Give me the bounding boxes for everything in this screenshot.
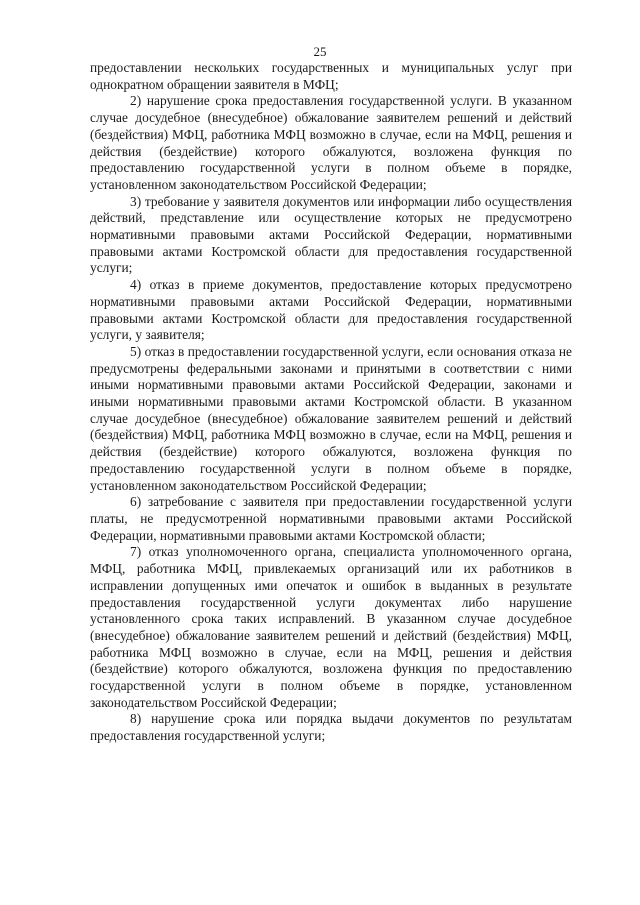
paragraph-item-5: 5) отказ в предоставлении государственной услуги, если основания отказа не предусмотрены федеральными законами и принятыми в соответствии с ними иными нормативными правовыми актами Российской Федерации, законами и иными нормативными правовыми актами Костромской области. В указанном случае досудебное (внесудебное) обжалование заявителем решений и действий (бездействия) МФЦ, работника МФЦ возможно в случае, если на МФЦ, решения и действия (бездействие) которого обжалуются, возложена функция по предоставлению государственной услуги в полном объеме в порядке, установленном законодательством Российской Федерации;	[90, 343, 572, 493]
paragraph-item-7: 7) отказ уполномоченного органа, специалиста уполномоченного органа, МФЦ, работника МФЦ, привлекаемых организаций или их работников в исправлении допущенных ими опечаток и ошибок в выданных в результате предоставления государственной услуги документах либо нарушение установленного срока таких исправлений. В указанном случае досудебное (внесудебное) обжалование заявителем решений и действий (бездействия) МФЦ, работника МФЦ возможно в случае, если на МФЦ, решения и действия (бездействие) которого обжалуются, возложена функция по предоставлению государственной услуги в полном объеме в порядке, установленном законодательством Российской Федерации;	[90, 544, 572, 710]
page-number: 25	[313, 44, 327, 59]
paragraph-item-3: 3) требование у заявителя документов или информации либо осуществления действий, представление или осуществление которых не предусмотрено нормативными правовыми актами Российской Федерации, нормативными правовыми актами Костромской области для предоставления государственной услуги;	[90, 193, 572, 276]
paragraph-item-2: 2) нарушение срока предоставления государственной услуги. В указанном случае досудебное (внесудебное) обжалование заявителем решений и действий (бездействия) МФЦ, работника МФЦ возможно в случае, если на МФЦ, решения и действия (бездействие) которого обжалуются, возложена функция по предоставлению государственной услуги в полном объеме в порядке, установленном законодательством Российской Федерации;	[90, 93, 572, 192]
paragraph-continuation: предоставлении нескольких государственных и муниципальных услуг при однократном обращении заявителя в МФЦ;	[90, 60, 572, 92]
paragraph-item-8: 8) нарушение срока или порядка выдачи документов по результатам предоставления государственной услуги;	[90, 711, 572, 744]
document-body	[90, 60, 572, 745]
paragraph-item-6: 6) затребование с заявителя при предоставлении государственной услуги платы, не предусмотренной нормативными правовыми актами Российской Федерации, нормативными правовыми актами Костромской области;	[90, 494, 572, 543]
paragraph-item-4: 4) отказ в приеме документов, предоставление которых предусмотрено нормативными правовыми актами Российской Федерации, нормативными правовыми актами Костромской области для предоставления государственной услуги, у заявителя;	[90, 277, 572, 343]
